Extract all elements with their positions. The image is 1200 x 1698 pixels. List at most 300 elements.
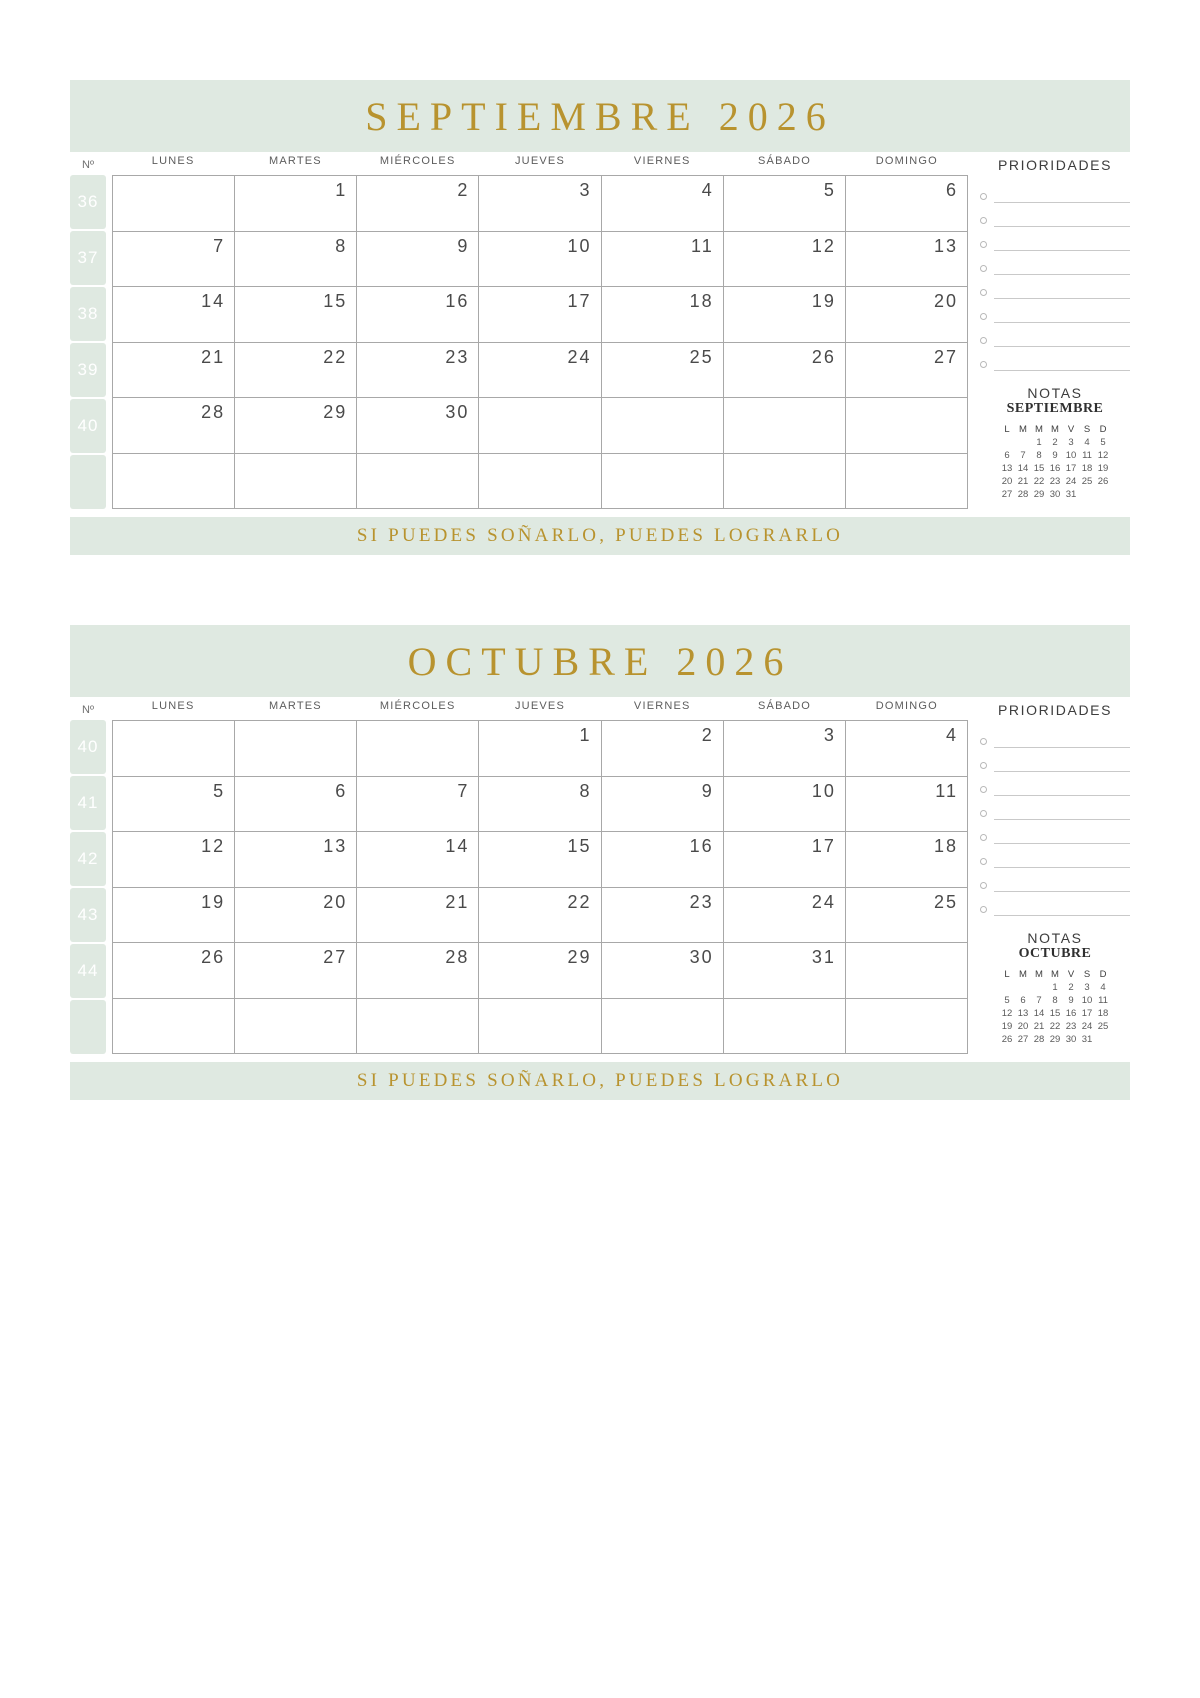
- day-cell[interactable]: [479, 943, 601, 999]
- day-cell[interactable]: [724, 943, 846, 999]
- day-cell[interactable]: [602, 287, 724, 343]
- mini-calendar-table: [999, 968, 1111, 1046]
- mini-weekday: M: [1019, 969, 1027, 980]
- checkbox-circle-icon[interactable]: [980, 786, 987, 793]
- priority-item[interactable]: [980, 251, 1130, 275]
- mini-weekday: V: [1067, 969, 1075, 980]
- weekday-label: LUNES: [151, 700, 195, 712]
- weekday-label: DOMINGO: [875, 700, 938, 712]
- mini-day: 26: [1001, 1034, 1013, 1045]
- priority-item[interactable]: [980, 179, 1130, 203]
- day-cell[interactable]: [724, 287, 846, 343]
- mini-week-row: [999, 488, 1111, 501]
- checkbox-circle-icon[interactable]: [980, 858, 987, 865]
- day-number: 3: [823, 725, 836, 745]
- checkbox-circle-icon[interactable]: [980, 241, 987, 248]
- day-number: 20: [323, 891, 348, 912]
- day-number: 7: [457, 780, 470, 801]
- mini-day: 2: [1052, 437, 1058, 448]
- day-cell[interactable]: [357, 454, 479, 510]
- day-number: 14: [201, 291, 226, 311]
- mini-day: 22: [1033, 476, 1045, 487]
- day-cell[interactable]: [846, 888, 968, 944]
- mini-day: 26: [1097, 476, 1109, 487]
- day-number: 11: [691, 235, 714, 256]
- priority-write-line[interactable]: [994, 370, 1130, 371]
- week-number-header: Nº: [82, 704, 94, 716]
- mini-weekday: M: [1051, 424, 1059, 435]
- mini-week-row: [999, 475, 1111, 488]
- day-cell[interactable]: [724, 888, 846, 944]
- week-number-header: Nº: [82, 159, 94, 171]
- day-number: 9: [457, 235, 470, 256]
- priorities-title: PRIORIDADES: [997, 157, 1113, 173]
- mini-weekday: V: [1067, 424, 1075, 435]
- motto-text: SI PUEDES SOÑARLO, PUEDES LOGRARLO: [356, 1070, 844, 1091]
- priorities-list: [980, 179, 1130, 371]
- day-cell[interactable]: [235, 398, 357, 454]
- mini-day: 22: [1049, 1021, 1061, 1032]
- mini-day: [1031, 981, 1047, 994]
- day-cell[interactable]: [113, 943, 235, 999]
- day-cell[interactable]: [235, 943, 357, 999]
- day-number: 21: [445, 891, 470, 912]
- mini-day: 17: [1081, 1008, 1093, 1019]
- mini-day: 24: [1065, 476, 1077, 487]
- day-number: 18: [933, 836, 958, 856]
- month-block-september: [70, 0, 1130, 555]
- mini-day: 15: [1033, 463, 1045, 474]
- mini-day: 14: [1033, 1008, 1045, 1019]
- mini-day: 31: [1065, 489, 1077, 500]
- day-number: 16: [689, 836, 714, 856]
- day-cell[interactable]: [357, 721, 479, 777]
- day-number: 4: [945, 725, 958, 745]
- mini-day: 16: [1049, 463, 1061, 474]
- day-cell[interactable]: [602, 232, 724, 288]
- mini-day: 9: [1068, 995, 1074, 1006]
- day-cell[interactable]: [113, 721, 235, 777]
- mini-day: 29: [1033, 489, 1045, 500]
- day-number: 15: [567, 836, 592, 856]
- day-cell[interactable]: [357, 287, 479, 343]
- mini-week-row: [999, 981, 1111, 994]
- day-cell[interactable]: [479, 398, 601, 454]
- day-cell[interactable]: [479, 343, 601, 399]
- day-cell[interactable]: [357, 832, 479, 888]
- day-number: 12: [201, 836, 226, 856]
- mini-day: [1015, 436, 1031, 449]
- day-cell[interactable]: [113, 176, 235, 232]
- mini-week-row: [999, 994, 1111, 1007]
- mini-day: 10: [1081, 995, 1093, 1006]
- mini-day: 21: [1017, 476, 1029, 487]
- week-number-column: [70, 155, 106, 509]
- weekday-label: MARTES: [269, 155, 322, 167]
- checkbox-circle-icon[interactable]: [980, 217, 987, 224]
- weeks-container: [112, 175, 968, 509]
- mini-weekday: D: [1099, 969, 1107, 980]
- priority-item[interactable]: [980, 892, 1130, 916]
- mini-day: 18: [1097, 1008, 1109, 1019]
- day-cell[interactable]: [724, 343, 846, 399]
- mini-day: 15: [1049, 1008, 1061, 1019]
- mini-day: 11: [1098, 995, 1108, 1006]
- weekday-label: MIÉRCOLES: [379, 700, 456, 712]
- mini-day: 7: [1036, 995, 1042, 1006]
- mini-day: 7: [1020, 450, 1026, 461]
- day-cell[interactable]: [357, 343, 479, 399]
- day-number: 6: [335, 780, 348, 801]
- day-number: 14: [445, 836, 470, 856]
- motto-text: SI PUEDES SOÑARLO, PUEDES LOGRARLO: [356, 525, 844, 546]
- motto-banner: [70, 517, 1130, 555]
- mini-week-row: [999, 449, 1111, 462]
- day-cell[interactable]: [479, 721, 601, 777]
- day-cell[interactable]: [846, 454, 968, 510]
- mini-day: 27: [1001, 489, 1013, 500]
- mini-weekday: L: [1004, 424, 1010, 435]
- month-title: SEPTIEMBRE 2026: [365, 93, 835, 139]
- day-cell[interactable]: [724, 777, 846, 833]
- checkbox-circle-icon[interactable]: [980, 834, 987, 841]
- mini-day: 6: [1004, 450, 1010, 461]
- week-number-column: [70, 700, 106, 1054]
- notes-title: NOTAS: [1027, 930, 1083, 946]
- day-cell[interactable]: [113, 777, 235, 833]
- mini-day: [999, 436, 1015, 449]
- mini-weekday: M: [1035, 424, 1043, 435]
- priority-item[interactable]: [980, 796, 1130, 820]
- day-number: 10: [567, 235, 592, 256]
- day-cell[interactable]: [113, 999, 235, 1055]
- checkbox-circle-icon[interactable]: [980, 313, 987, 320]
- month-title: OCTUBRE 2026: [407, 638, 793, 684]
- priority-item[interactable]: [980, 820, 1130, 844]
- priority-item[interactable]: [980, 748, 1130, 772]
- calendar-grid: [112, 155, 968, 509]
- day-cell[interactable]: [357, 777, 479, 833]
- month-block-october: [70, 555, 1130, 1100]
- checkbox-circle-icon[interactable]: [980, 882, 987, 889]
- day-cell[interactable]: [235, 232, 357, 288]
- day-cell[interactable]: [724, 999, 846, 1055]
- day-number: 5: [823, 180, 836, 200]
- day-cell[interactable]: [235, 832, 357, 888]
- day-cell[interactable]: [846, 343, 968, 399]
- weekday-header-row: [112, 155, 968, 175]
- day-cell[interactable]: [235, 888, 357, 944]
- week-row: [113, 777, 968, 833]
- day-cell[interactable]: [846, 721, 968, 777]
- day-cell[interactable]: [235, 287, 357, 343]
- mini-day: 24: [1081, 1021, 1093, 1032]
- day-number: 26: [811, 346, 836, 367]
- mini-day: 25: [1081, 476, 1093, 487]
- mini-week-row: [999, 1033, 1111, 1046]
- mini-day: 20: [1017, 1021, 1029, 1032]
- priority-item[interactable]: [980, 299, 1130, 323]
- day-number: 2: [701, 725, 714, 745]
- weekday-label: SÁBADO: [758, 700, 812, 712]
- week-number-cell: 40: [70, 720, 106, 774]
- weekday-label: MARTES: [269, 700, 322, 712]
- day-number: 24: [567, 346, 592, 367]
- mini-day: 30: [1065, 1034, 1077, 1045]
- day-number: 1: [335, 180, 348, 200]
- day-cell[interactable]: [479, 287, 601, 343]
- mini-calendar: [980, 946, 1130, 1054]
- mini-day: 23: [1065, 1021, 1077, 1032]
- day-cell[interactable]: [846, 398, 968, 454]
- week-number-cell: [70, 1000, 106, 1054]
- mini-day: 23: [1049, 476, 1061, 487]
- day-number: 6: [945, 180, 958, 200]
- day-cell[interactable]: [846, 777, 968, 833]
- day-cell[interactable]: [479, 454, 601, 510]
- week-row: [113, 398, 968, 454]
- day-number: 23: [445, 346, 470, 367]
- mini-day: 18: [1081, 463, 1093, 474]
- priority-item[interactable]: [980, 203, 1130, 227]
- day-cell[interactable]: [479, 176, 601, 232]
- priority-item[interactable]: [980, 772, 1130, 796]
- mini-weekday: M: [1035, 969, 1043, 980]
- day-cell[interactable]: [724, 232, 846, 288]
- mini-weekday: S: [1083, 424, 1091, 435]
- week-row: [113, 832, 968, 888]
- day-cell[interactable]: [113, 832, 235, 888]
- mini-day: 9: [1052, 450, 1058, 461]
- day-cell[interactable]: [235, 721, 357, 777]
- day-number: 15: [323, 291, 348, 311]
- day-cell[interactable]: [235, 176, 357, 232]
- mini-day: 28: [1033, 1034, 1045, 1045]
- mini-day: 30: [1049, 489, 1061, 500]
- mini-weekday: M: [1051, 969, 1059, 980]
- day-cell[interactable]: [724, 832, 846, 888]
- mini-day: 27: [1017, 1034, 1029, 1045]
- day-cell[interactable]: [113, 232, 235, 288]
- day-cell[interactable]: [846, 999, 968, 1055]
- day-cell[interactable]: [602, 398, 724, 454]
- priority-item[interactable]: [980, 844, 1130, 868]
- week-row: [113, 232, 968, 288]
- day-cell[interactable]: [357, 888, 479, 944]
- day-number: 11: [935, 780, 958, 801]
- day-cell[interactable]: [602, 999, 724, 1055]
- mini-weekday: L: [1004, 969, 1010, 980]
- mini-header-row: [999, 968, 1111, 981]
- checkbox-circle-icon[interactable]: [980, 265, 987, 272]
- week-number-cell: 37: [70, 231, 106, 285]
- mini-day: 13: [1017, 1008, 1029, 1019]
- mini-day: [1095, 1033, 1111, 1046]
- day-cell[interactable]: [235, 343, 357, 399]
- week-row: [113, 721, 968, 777]
- day-cell[interactable]: [479, 999, 601, 1055]
- day-number: 4: [701, 180, 714, 200]
- day-number: 19: [201, 891, 226, 912]
- checkbox-circle-icon[interactable]: [980, 762, 987, 769]
- day-cell[interactable]: [479, 832, 601, 888]
- day-number: 22: [323, 346, 348, 367]
- day-cell[interactable]: [357, 232, 479, 288]
- day-number: 5: [213, 780, 226, 801]
- day-number: 20: [933, 291, 958, 311]
- priority-item[interactable]: [980, 323, 1130, 347]
- week-number-cell: 40: [70, 399, 106, 453]
- day-number: 21: [201, 346, 226, 367]
- priority-write-line[interactable]: [994, 915, 1130, 916]
- day-cell[interactable]: [235, 999, 357, 1055]
- day-number: 25: [933, 891, 958, 912]
- day-number: 7: [213, 235, 226, 256]
- day-cell[interactable]: [724, 454, 846, 510]
- mini-weekday: M: [1019, 424, 1027, 435]
- calendar-body: [70, 155, 1130, 509]
- day-cell[interactable]: [846, 832, 968, 888]
- day-cell[interactable]: [479, 232, 601, 288]
- week-number-cell: 41: [70, 776, 106, 830]
- week-number-cell: 44: [70, 944, 106, 998]
- day-number: 30: [689, 947, 714, 967]
- weekday-label: JUEVES: [514, 155, 565, 167]
- day-cell[interactable]: [602, 888, 724, 944]
- mini-day: 2: [1068, 982, 1074, 993]
- day-number: 27: [323, 947, 348, 967]
- mini-day: 25: [1097, 1021, 1109, 1032]
- checkbox-circle-icon[interactable]: [980, 738, 987, 745]
- week-number-cell: 39: [70, 343, 106, 397]
- mini-header-row: [999, 423, 1111, 436]
- day-cell[interactable]: [235, 454, 357, 510]
- day-number: 24: [811, 891, 836, 912]
- weekday-label: VIERNES: [633, 155, 691, 167]
- mini-day: 4: [1084, 437, 1090, 448]
- day-number: 28: [445, 947, 470, 967]
- day-cell[interactable]: [846, 232, 968, 288]
- day-cell[interactable]: [724, 176, 846, 232]
- day-cell[interactable]: [846, 943, 968, 999]
- week-number-cell: [70, 455, 106, 509]
- mini-day: 28: [1017, 489, 1029, 500]
- day-cell[interactable]: [602, 343, 724, 399]
- day-cell[interactable]: [846, 287, 968, 343]
- checkbox-circle-icon[interactable]: [980, 337, 987, 344]
- priority-item[interactable]: [980, 347, 1130, 371]
- day-number: 2: [457, 180, 470, 200]
- day-cell[interactable]: [602, 832, 724, 888]
- week-row: [113, 176, 968, 232]
- weekday-label: MIÉRCOLES: [379, 155, 456, 167]
- day-cell[interactable]: [357, 176, 479, 232]
- checkbox-circle-icon[interactable]: [980, 361, 987, 368]
- mini-day: 6: [1020, 995, 1026, 1006]
- day-number: 25: [689, 346, 714, 367]
- day-cell[interactable]: [479, 888, 601, 944]
- weekday-label: SÁBADO: [758, 155, 812, 167]
- day-number: 10: [811, 780, 836, 801]
- day-cell[interactable]: [113, 343, 235, 399]
- week-row: [113, 888, 968, 944]
- day-number: 17: [567, 291, 592, 311]
- mini-day: [999, 981, 1015, 994]
- motto-banner: [70, 1062, 1130, 1100]
- day-cell[interactable]: [602, 777, 724, 833]
- priority-item[interactable]: [980, 868, 1130, 892]
- day-number: 22: [567, 891, 592, 912]
- day-number: 28: [201, 402, 226, 422]
- day-number: 18: [689, 291, 714, 311]
- day-cell[interactable]: [602, 943, 724, 999]
- mini-day: 31: [1081, 1034, 1093, 1045]
- day-cell[interactable]: [724, 398, 846, 454]
- checkbox-circle-icon[interactable]: [980, 906, 987, 913]
- day-cell[interactable]: [724, 721, 846, 777]
- day-number: 8: [335, 235, 348, 256]
- week-row: [113, 287, 968, 343]
- week-number-cell: 43: [70, 888, 106, 942]
- day-cell[interactable]: [479, 777, 601, 833]
- mini-day: 1: [1052, 982, 1058, 993]
- day-number: 29: [323, 402, 348, 422]
- day-cell[interactable]: [602, 176, 724, 232]
- week-row: [113, 454, 968, 510]
- day-cell[interactable]: [113, 454, 235, 510]
- checkbox-circle-icon[interactable]: [980, 810, 987, 817]
- day-number: 13: [933, 235, 958, 256]
- mini-day: 17: [1065, 463, 1077, 474]
- priorities-list: [980, 724, 1130, 916]
- calendar-grid: [112, 700, 968, 1054]
- sidebar: [980, 700, 1130, 1054]
- checkbox-circle-icon[interactable]: [980, 289, 987, 296]
- week-row: [113, 943, 968, 999]
- day-cell[interactable]: [602, 454, 724, 510]
- day-number: 8: [579, 780, 592, 801]
- mini-week-row: [999, 1020, 1111, 1033]
- mini-day: 3: [1084, 982, 1090, 993]
- checkbox-circle-icon[interactable]: [980, 193, 987, 200]
- priority-item[interactable]: [980, 275, 1130, 299]
- day-cell[interactable]: [357, 999, 479, 1055]
- mini-day: 3: [1068, 437, 1074, 448]
- mini-calendar-table: [999, 423, 1111, 501]
- notes-title: NOTAS: [1027, 385, 1083, 401]
- day-cell[interactable]: [113, 287, 235, 343]
- sidebar: [980, 155, 1130, 509]
- priority-item[interactable]: [980, 724, 1130, 748]
- mini-day: 4: [1100, 982, 1106, 993]
- day-cell[interactable]: [846, 176, 968, 232]
- priority-item[interactable]: [980, 227, 1130, 251]
- day-cell[interactable]: [235, 777, 357, 833]
- day-number: 29: [567, 947, 592, 967]
- mini-week-row: [999, 436, 1111, 449]
- day-cell[interactable]: [357, 398, 479, 454]
- day-cell[interactable]: [113, 398, 235, 454]
- day-cell[interactable]: [602, 721, 724, 777]
- mini-day: [1079, 488, 1095, 501]
- calendar-body: [70, 700, 1130, 1054]
- day-cell[interactable]: [357, 943, 479, 999]
- month-title-banner: [70, 80, 1130, 152]
- mini-day: 8: [1052, 995, 1058, 1006]
- day-number: 9: [701, 780, 714, 801]
- mini-week-row: [999, 1007, 1111, 1020]
- day-cell[interactable]: [113, 888, 235, 944]
